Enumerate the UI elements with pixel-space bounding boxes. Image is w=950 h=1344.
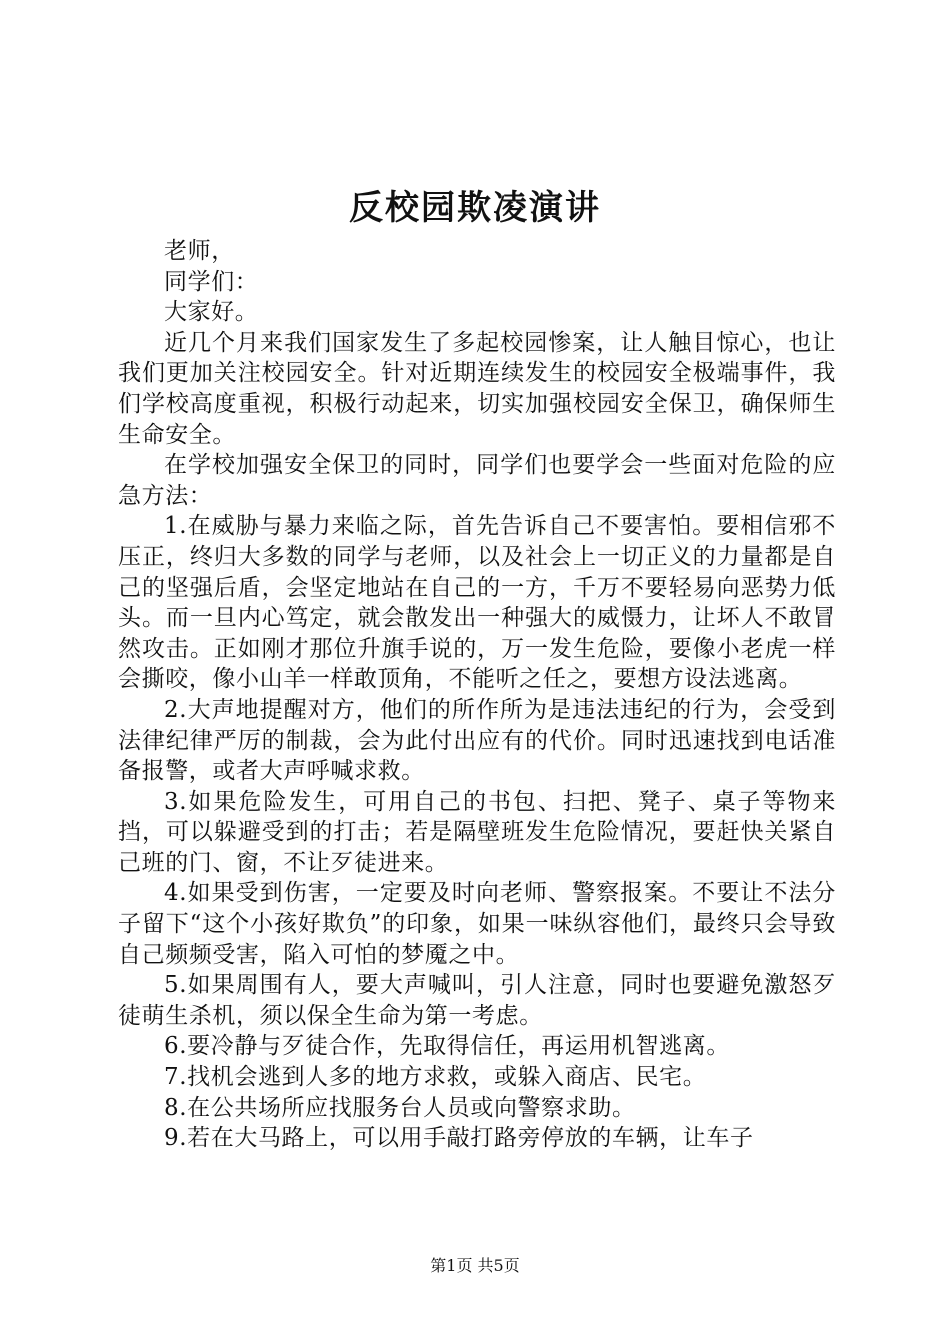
paragraph: 3.如果危险发生，可用自己的书包、扫把、凳子、桌子等物来挡，可以躲避受到的打击；若是隔壁班发生危险情况，要赶快关紧自己班的门、窗，不让歹徒进来。 [118,788,836,876]
document-title: 反校园欺凌演讲 [349,188,601,228]
paragraph: 近几个月来我们国家发生了多起校园惨案，让人触目惊心，也让我们更加关注校园安全。针对近期连续发生的校园安全极端事件，我们学校高度重视，积极行动起来，切实加强校园安全保卫，确保师生生命安全。 [118,329,836,448]
document-body [118,236,836,1154]
paragraph: 4.如果受到伤害，一定要及时向老师、警察报案。不要让不法分子留下“这个小孩好欺负”的印象，如果一味纵容他们，最终只会导致自己频频受害，陷入可怕的梦魇之中。 [118,880,836,968]
paragraph: 老师， [164,238,235,264]
paragraph: 6.要冷静与歹徒合作，先取得信任，再运用机智逃离。 [164,1033,730,1060]
paragraph: 大家好。 [164,299,259,326]
paragraph: 同学们： [164,268,259,295]
paragraph: 在学校加强安全保卫的同时，同学们也要学会一些面对危险的应急方法： [118,452,836,509]
paragraph: 8.在公共场所应找服务台人员或向警察求助。 [164,1094,636,1121]
paragraph: 2.大声地提醒对方，他们的所作所为是违法违纪的行为，会受到法律纪律严厉的制裁，会为此付出应有的代价。同时迅速找到电话准备报警，或者大声呼喊求救。 [118,696,836,785]
paragraph: 5.如果周围有人，要大声喊叫，引人注意，同时也要避免激怒歹徒萌生杀机，须以保全生命为第一考虑。 [118,972,836,1029]
page-number: 第1页 共5页 [430,1256,520,1275]
paragraph: 1.在威胁与暴力来临之际，首先告诉自己不要害怕。要相信邪不压正，终归大多数的同学与老师，以及社会上一切正义的力量都是自己的坚强后盾，会坚定地站在自己的一方，千万不要轻易向恶势力低头。而一旦内心笃定，就会散发出一种强大的威慑力，让坏人不敢冒然攻击。正如刚才那位升旗手说的，万一发生危险，要像小老虎一样会撕咬，像小山羊一样敢顶角，不能听之任之，要想方设法逃离。 [118,513,836,693]
paragraph: 9.若在大马路上，可以用手敲打路旁停放的车辆，让车子 [164,1125,754,1152]
paragraph: 7.找机会逃到人多的地方求救，或躲入商店、民宅。 [164,1064,707,1091]
